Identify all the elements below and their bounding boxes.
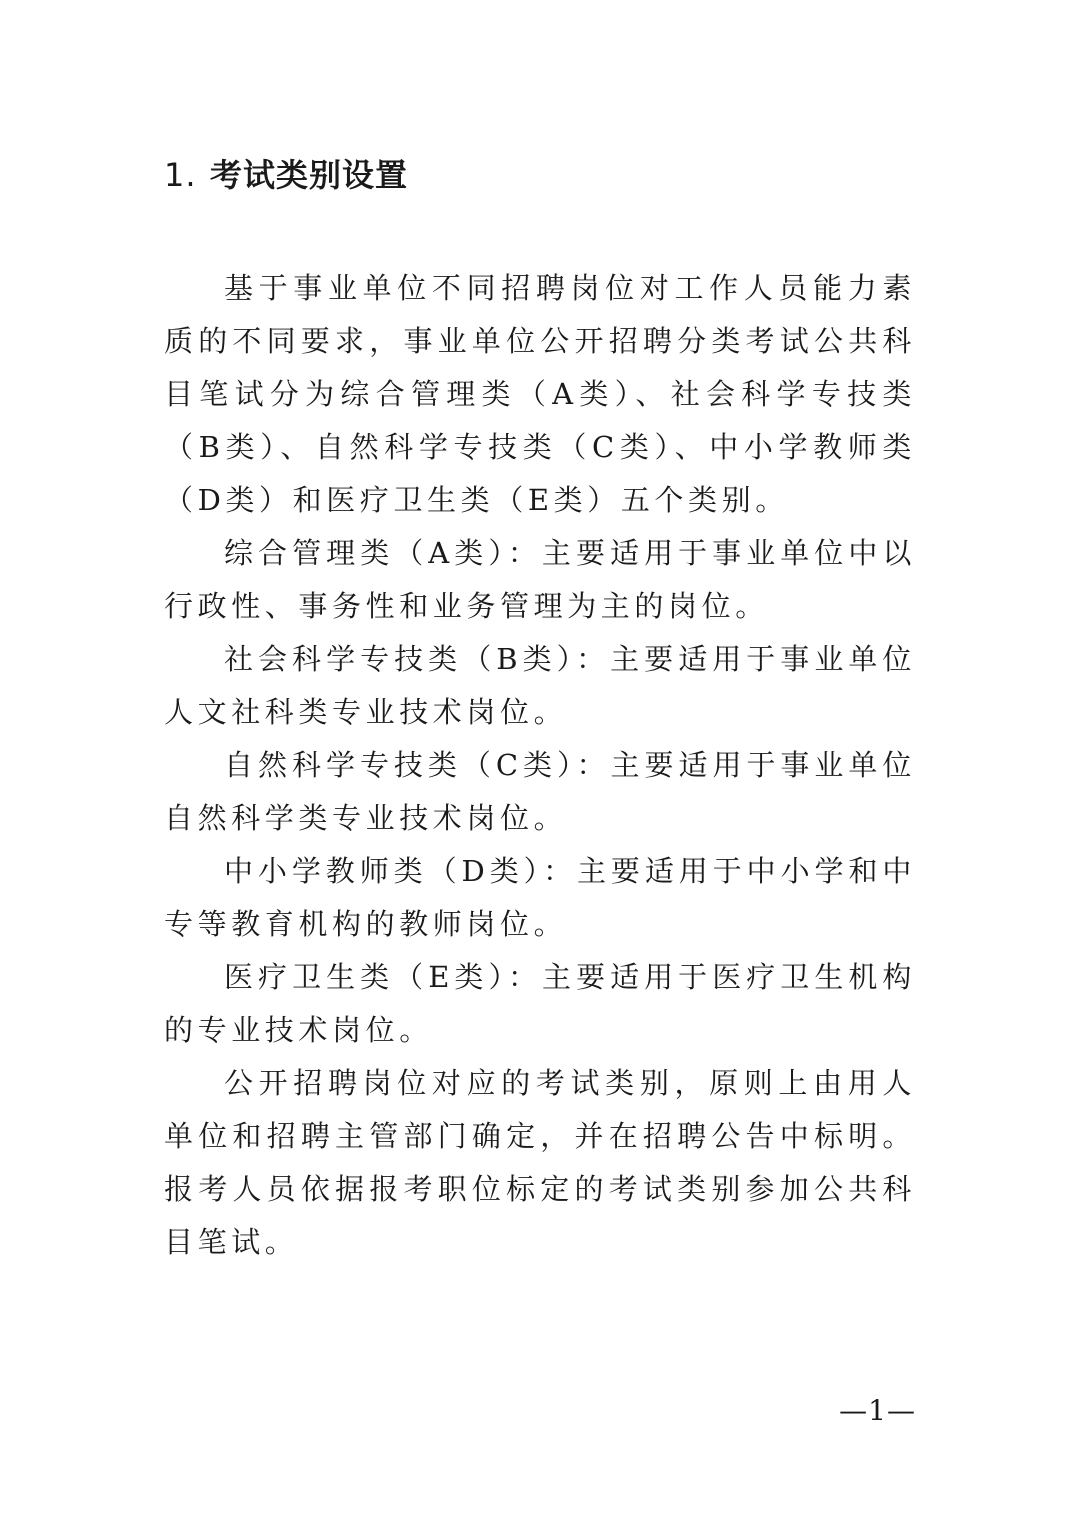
section-title: 考试类别设置 — [210, 156, 409, 194]
paragraph-category-c: 自然科学专技类（C类）：主要适用于事业单位自然科学类专业技术岗位。 — [164, 748, 916, 835]
section-heading — [164, 150, 408, 196]
paragraph-intro: 基于事业单位不同招聘岗位对工作人员能力素质的不同要求，事业单位公开招聘分类考试公共科目笔试分为综合管理类（A类）、社会科学专技类（B类）、自然科学专技类（C类）、中小学教师类（D类）和医疗卫生类（E类）五个类别。 — [164, 271, 916, 517]
paragraph-category-b: 社会科学专技类（B类）：主要适用于事业单位人文社科类专业技术岗位。 — [164, 642, 916, 729]
paragraph-category-d: 中小学教师类（D类）：主要适用于中小学和中专等教育机构的教师岗位。 — [164, 854, 916, 941]
paragraph-conclusion: 公开招聘岗位对应的考试类别，原则上由用人单位和招聘主管部门确定，并在招聘公告中标明。报考人员依据报考职位标定的考试类别参加公共科目笔试。 — [164, 1066, 916, 1259]
paragraph-category-e: 医疗卫生类（E类）：主要适用于医疗卫生机构的专业技术岗位。 — [164, 960, 916, 1047]
section-number: 1. — [164, 156, 197, 194]
document-body — [164, 262, 916, 1269]
page-number: —1— — [839, 1394, 916, 1427]
paragraph-category-a: 综合管理类（A类）：主要适用于事业单位中以行政性、事务性和业务管理为主的岗位。 — [164, 536, 916, 623]
